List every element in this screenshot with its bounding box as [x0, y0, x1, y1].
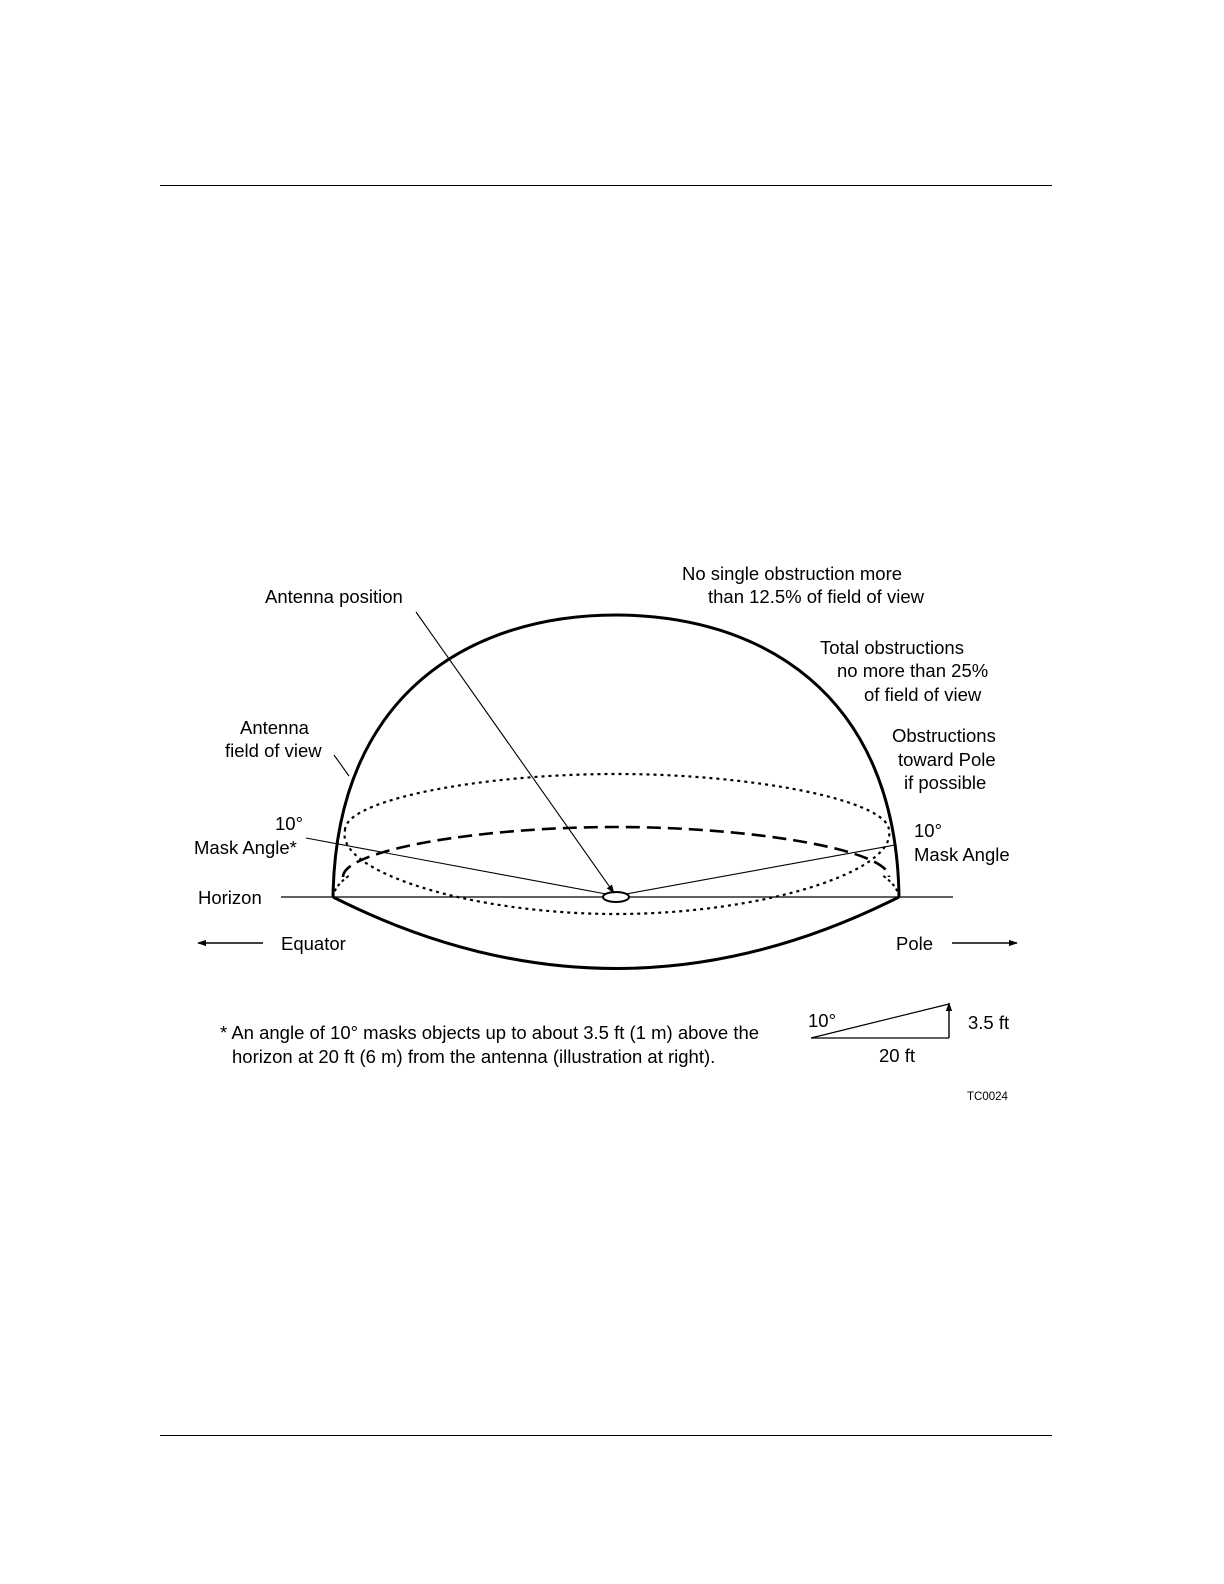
total-obstructions-label-line2: no more than 25% — [837, 660, 989, 681]
footnote-line2: horizon at 20 ft (6 m) from the antenna (illustration at right). — [232, 1046, 716, 1067]
dome-outline — [333, 615, 899, 897]
mask-angle-left-label-line2: Mask Angle* — [194, 837, 297, 858]
mask-angle-right-label-line1: 10° — [914, 820, 942, 841]
antenna-position-leader — [416, 612, 614, 893]
mask-angle-line-left — [306, 838, 606, 894]
lower-right-dotted-arc — [882, 875, 899, 897]
footnote-line1: * An angle of 10° masks objects up to about 3.5 ft (1 m) above the — [220, 1022, 760, 1043]
equator-label: Equator — [281, 933, 346, 954]
inner-ellipse-dashed — [343, 827, 889, 877]
antenna-position-label: Antenna position — [265, 586, 403, 607]
no-single-obstruction-label-line1: No single obstruction more — [682, 563, 903, 584]
horizon-label: Horizon — [198, 887, 262, 908]
total-obstructions-label-line1: Total obstructions — [820, 637, 964, 658]
mask-angle-left-label-line1: 10° — [275, 813, 303, 834]
obstructions-toward-pole-label-line2: toward Pole — [898, 749, 996, 770]
obstructions-toward-pole-label-line1: Obstructions — [892, 725, 996, 746]
figure-id-label: TC0024 — [967, 1091, 1008, 1103]
no-single-obstruction-label-line2: than 12.5% of field of view — [708, 586, 924, 607]
pole-label: Pole — [896, 933, 934, 954]
field-of-view-leader — [334, 755, 349, 776]
antenna-marker — [603, 892, 629, 902]
inset-height-label: 3.5 ft — [968, 1012, 1010, 1033]
mask-angle-right-label-line2: Mask Angle — [914, 844, 1010, 865]
inset-angle-label: 10° — [808, 1010, 836, 1031]
lower-left-dotted-arc — [333, 875, 350, 897]
total-obstructions-label-line3: of field of view — [864, 684, 982, 705]
antenna-field-of-view-label-line1: Antenna — [240, 717, 309, 738]
mask-angle-line-right — [626, 845, 895, 894]
inset-distance-label: 20 ft — [879, 1045, 915, 1066]
antenna-field-of-view-label-line2: field of view — [225, 740, 322, 761]
dome-base-front — [333, 897, 899, 969]
obstructions-toward-pole-label-line3: if possible — [904, 772, 987, 793]
